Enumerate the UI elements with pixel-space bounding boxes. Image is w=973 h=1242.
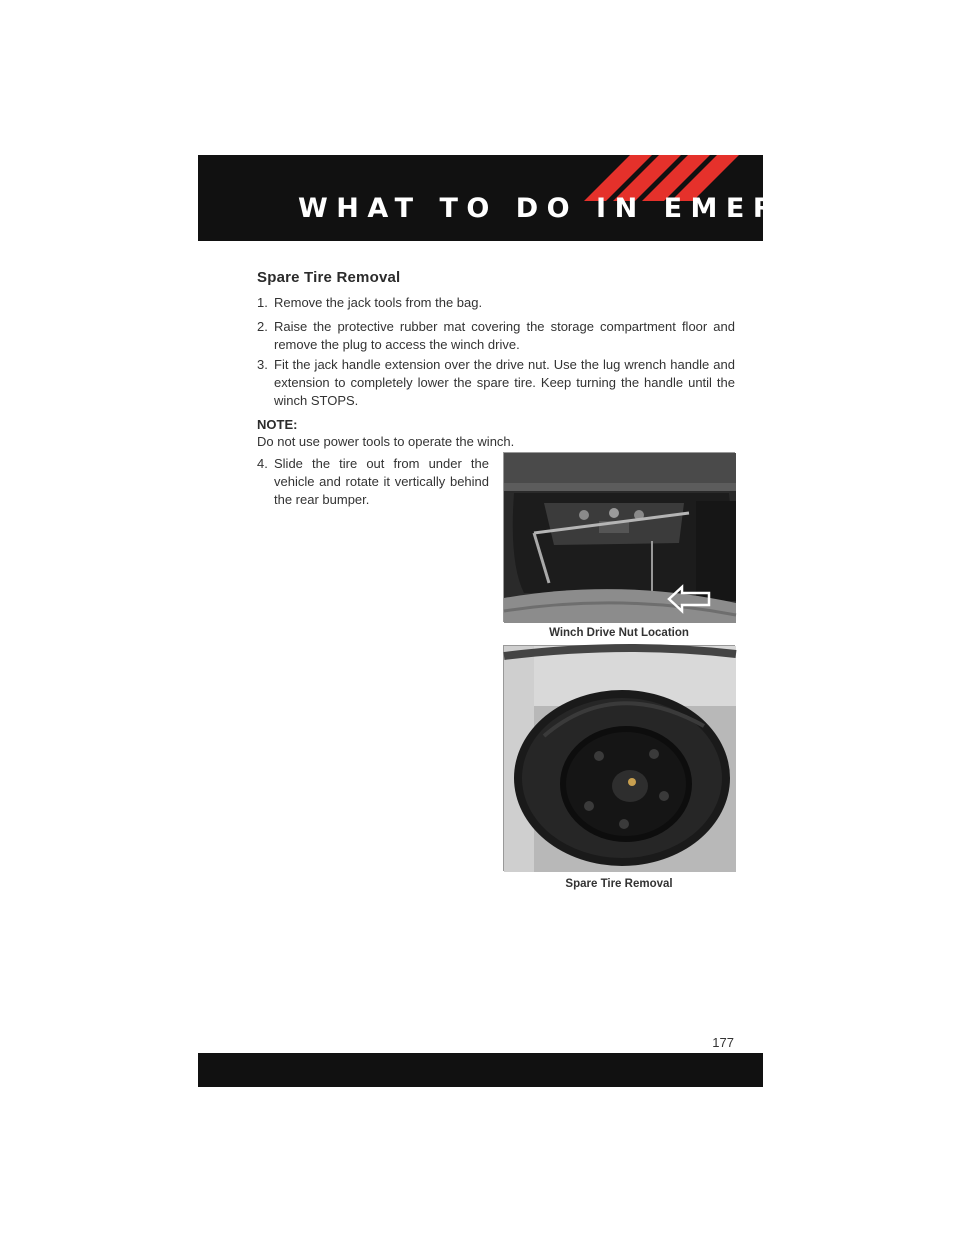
step-4 <box>257 455 489 509</box>
note-label: NOTE: <box>257 417 298 432</box>
step-2 <box>257 318 735 354</box>
step-text: Fit the jack handle extension over the drive nut. Use the lug wrench handle and extension to completely lower the spare tire. Keep turning the handle until the winch STOPS. <box>274 357 735 408</box>
step-number: 2. <box>257 319 268 334</box>
figure-caption: Winch Drive Nut Location <box>549 627 689 639</box>
chapter-header-bar <box>198 155 973 241</box>
note-text: Do not use power tools to operate the winch. <box>257 434 515 449</box>
step-text: Remove the jack tools from the bag. <box>274 295 483 310</box>
step-number: 3. <box>257 357 268 372</box>
step-1 <box>257 294 735 312</box>
step-text: Raise the protective rubber mat covering the storage compartment floor and remove the plug to access the winch drive. <box>274 319 735 352</box>
step-number: 4. <box>257 456 268 471</box>
figure-caption: Spare Tire Removal <box>565 878 673 890</box>
page-number: 177 <box>712 1035 734 1050</box>
spare-tire-photo <box>503 645 735 871</box>
winch-drive-photo <box>503 452 735 622</box>
footer-bar <box>198 1053 763 1087</box>
chapter-title: WHAT TO DO IN EMERGENCIES <box>298 193 973 224</box>
step-text: Slide the tire out from under the vehicle and rotate it vertically behind the rear bumper. <box>274 456 489 507</box>
step-number: 1. <box>257 295 268 310</box>
section-title: Spare Tire Removal <box>257 269 401 286</box>
step-3 <box>257 356 735 410</box>
